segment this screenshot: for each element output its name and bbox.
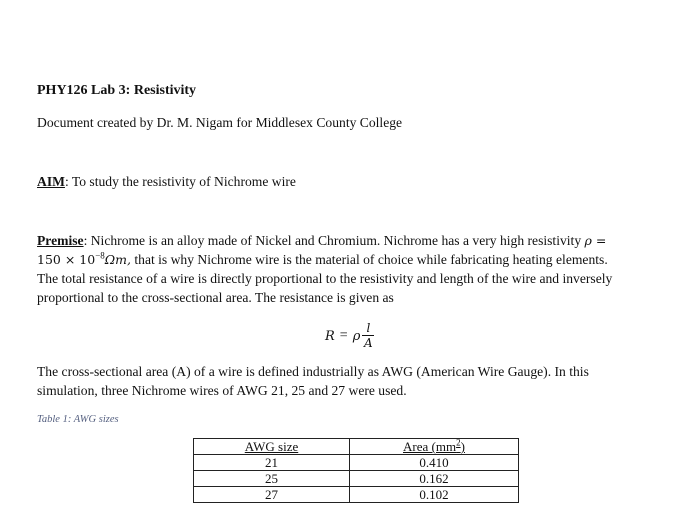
area-paragraph-line-2: simulation, three Nichrome wires of AWG 21, 25 and 27 were used. — [37, 383, 407, 398]
document-byline: Document created by Dr. M. Nigam for Middlesex County College — [37, 115, 403, 130]
resistivity-symbol: ρ = — [584, 233, 607, 248]
awg-cell: 25 — [194, 471, 350, 487]
table-row — [194, 455, 519, 471]
aim-text: : To study the resistivity of Nichrome wire — [64, 174, 296, 189]
premise-line-2 — [37, 252, 608, 268]
premise-line2-text: that is why Nichrome wire is the material of choice while fabricating heating elements. — [130, 252, 608, 267]
table-row — [194, 487, 519, 503]
header-awg-size: AWG size — [194, 439, 350, 455]
formula-fraction — [362, 321, 374, 351]
awg-cell: 21 — [194, 455, 350, 471]
area-cell: 0.102 — [350, 487, 519, 503]
premise-line-4: proportional to the cross-sectional area. The resistance is given as — [37, 290, 394, 305]
formula-denominator: A — [364, 336, 373, 350]
premise-line-3: The total resistance of a wire is directly proportional to the resistivity and length of the wire and inversely — [37, 271, 613, 286]
resistivity-unit: Ωm, — [104, 252, 131, 267]
resistivity-exponent: −8 — [95, 250, 105, 261]
awg-cell: 27 — [194, 487, 350, 503]
resistivity-value: 150 × 10 — [37, 252, 96, 267]
area-cell: 0.162 — [350, 471, 519, 487]
formula-lhs: R — [325, 328, 335, 344]
formula-rho: ρ — [352, 328, 361, 344]
table-header-row — [194, 439, 519, 455]
formula-numerator: l — [366, 321, 371, 335]
table-row — [194, 471, 519, 487]
area-paragraph-line-1: The cross-sectional area (A) of a wire is defined industrially as AWG (American Wire Gauge). In this — [37, 364, 589, 379]
premise-label: Premise — [37, 233, 84, 248]
document-title: PHY126 Lab 3: Resistivity — [37, 83, 197, 98]
resistance-formula — [325, 314, 374, 358]
aim-line — [37, 174, 296, 190]
header-area: Area $(mm^2)$ — [350, 439, 519, 455]
awg-table — [193, 438, 519, 503]
table-caption: Table 1: AWG sizes — [37, 414, 119, 425]
area-cell: 0.410 — [350, 455, 519, 471]
formula-equals: = — [339, 328, 348, 343]
premise-line-1 — [37, 233, 606, 249]
premise-line1-text: : Nichrome is an alloy made of Nickel and Chromium. Nichrome has a very high resistivity — [83, 233, 585, 248]
aim-label: AIM — [37, 174, 65, 189]
